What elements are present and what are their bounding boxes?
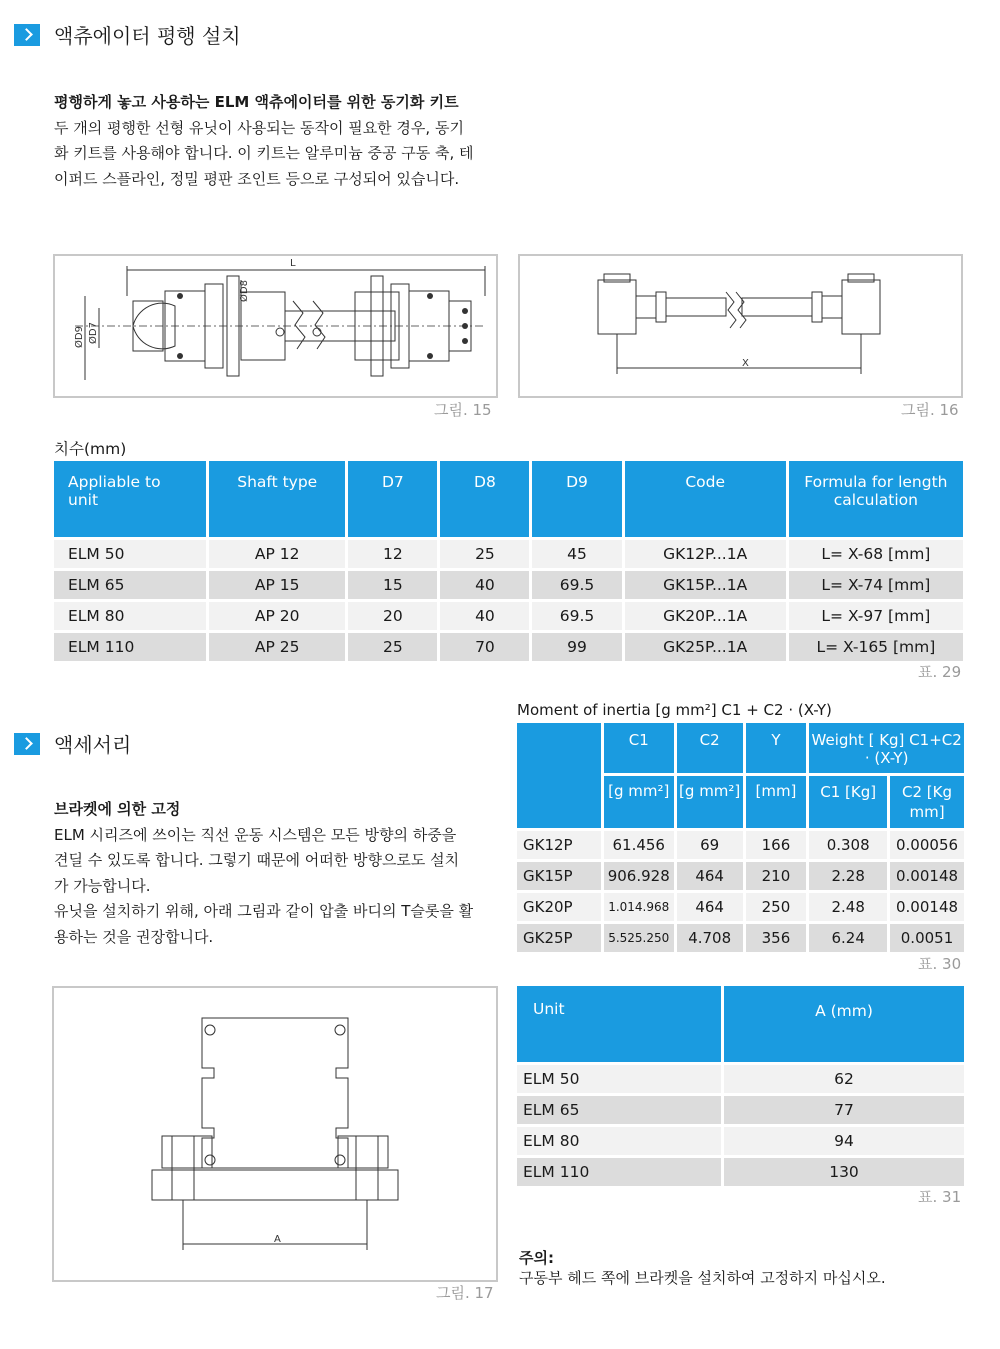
cell: 356 — [746, 924, 807, 952]
cell: 15 — [348, 571, 437, 599]
cell: 40 — [440, 602, 529, 630]
header-y: Y — [746, 723, 807, 773]
unit-y: [mm] — [746, 776, 807, 828]
label-A: A — [274, 1234, 281, 1245]
header-c1: C1 — [604, 723, 674, 773]
cell: ELM 110 — [54, 633, 206, 661]
cell: ELM 50 — [54, 540, 206, 568]
header-d7: D7 — [348, 461, 437, 537]
cell: 2.48 — [809, 893, 887, 921]
table-row — [517, 893, 964, 921]
bracket-drawing — [54, 988, 496, 1280]
cell: 1.014.968 — [604, 893, 674, 921]
cell: AP 25 — [209, 633, 345, 661]
inertia-title: Moment of inertia [g mm²] C1 + C2 · (X-Y) — [517, 701, 832, 719]
table-30-caption: 표. 30 — [918, 955, 962, 973]
bracket-line: ELM 시리즈에 쓰이는 직선 운동 시스템은 모든 방향의 하중을 — [54, 825, 457, 844]
section-title: 액세서리 — [54, 733, 132, 757]
label-L: L — [290, 258, 296, 269]
table-header-row — [54, 461, 963, 537]
header-a: A (mm) — [724, 986, 964, 1062]
table-row — [517, 1096, 964, 1124]
cell: 40 — [440, 571, 529, 599]
table-row — [54, 571, 963, 599]
cell: ELM 50 — [517, 1065, 721, 1093]
table-row — [517, 1127, 964, 1155]
header-weight: Weight [ Kg] C1+C2 · (X-Y) — [809, 723, 964, 773]
coupling-drawing — [55, 256, 496, 396]
bracket-line: 용하는 것을 권장합니다. — [54, 927, 214, 946]
table-29-caption: 표. 29 — [918, 663, 962, 681]
cell: 6.24 — [809, 924, 887, 952]
figure-16-caption: 그림. 16 — [901, 401, 959, 419]
figure-16 — [518, 254, 963, 398]
cell: 70 — [440, 633, 529, 661]
table-row — [517, 1158, 964, 1186]
table-row — [54, 540, 963, 568]
header-code: Code — [625, 461, 786, 537]
chevron-right-icon — [14, 733, 40, 755]
intro-line: 화 키트를 사용해야 합니다. 이 키트는 알루미늄 중공 구동 축, 테 — [54, 144, 474, 162]
cell: 906.928 — [604, 862, 674, 890]
table-row — [54, 602, 963, 630]
section-header-accessories — [14, 729, 131, 758]
cell: 464 — [677, 893, 743, 921]
cell: GK15P — [517, 862, 601, 890]
note-title: 주의: — [519, 1249, 554, 1267]
cell: 61.456 — [604, 831, 674, 859]
inertia-table — [514, 720, 967, 955]
cell: GK15P...1A — [625, 571, 786, 599]
table-row — [517, 1065, 964, 1093]
header-appliable: Appliable to unit — [54, 461, 206, 537]
cell: 0.0051 — [890, 924, 964, 952]
cell: GK12P...1A — [625, 540, 786, 568]
cell: 25 — [348, 633, 437, 661]
cell: 0.308 — [809, 831, 887, 859]
section-title: 액츄에이터 평행 설치 — [54, 24, 241, 48]
cell: 69.5 — [532, 602, 621, 630]
figure-15-caption: 그림. 15 — [434, 401, 492, 419]
intro-line: 이퍼드 스플라인, 정밀 평판 조인트 등으로 구성되어 있습니다. — [54, 169, 460, 188]
unit-c1: [g mm²] — [604, 776, 674, 828]
dimensions-table — [51, 458, 966, 664]
note-text: 구동부 헤드 쪽에 브라켓을 설치하여 고정하지 마십시오. — [519, 1269, 886, 1287]
table-row — [517, 862, 964, 890]
section-header-parallel — [14, 20, 241, 49]
cell: AP 15 — [209, 571, 345, 599]
figure-15 — [53, 254, 498, 398]
cell: 25 — [440, 540, 529, 568]
dimensions-label: 치수(mm) — [54, 440, 127, 458]
cell: 166 — [746, 831, 807, 859]
cell: L= X-165 [mm] — [789, 633, 963, 661]
table-row — [517, 924, 964, 952]
table-header-row — [517, 986, 964, 1062]
cell: 99 — [532, 633, 621, 661]
intro-paragraph — [54, 90, 504, 192]
bracket-line: 견딜 수 있도록 합니다. 그렇기 때문에 어떠한 방향으로도 설치 — [54, 851, 460, 869]
header-blank — [517, 723, 601, 828]
parallel-units-drawing — [520, 256, 961, 396]
cell: ELM 110 — [517, 1158, 721, 1186]
cell: 69 — [677, 831, 743, 859]
label-X: X — [742, 358, 749, 369]
label-D9: ØD9 — [74, 326, 85, 348]
unit-a-table — [514, 983, 967, 1189]
header-formula: Formula for length calculation — [789, 461, 963, 537]
table-row — [517, 831, 964, 859]
cell: 45 — [532, 540, 621, 568]
label-D8: ØD8 — [239, 280, 250, 302]
header-d8: D8 — [440, 461, 529, 537]
cell: GK25P — [517, 924, 601, 952]
header-unit: Unit — [517, 986, 721, 1062]
figure-17 — [52, 986, 498, 1282]
cell: ELM 80 — [517, 1127, 721, 1155]
cell: 69.5 — [532, 571, 621, 599]
unit-weight-c1: C1 [Kg] — [809, 776, 887, 828]
cell: AP 20 — [209, 602, 345, 630]
cell: 77 — [724, 1096, 964, 1124]
intro-subtitle: 평행하게 놓고 사용하는 ELM 액츄에이터를 위한 동기화 키트 — [54, 93, 459, 111]
unit-c2: [g mm²] — [677, 776, 743, 828]
bracket-line: 가 가능합니다. — [54, 876, 151, 895]
cell: ELM 65 — [517, 1096, 721, 1124]
cell: GK25P...1A — [625, 633, 786, 661]
cell: GK12P — [517, 831, 601, 859]
cell: L= X-74 [mm] — [789, 571, 963, 599]
unit-weight-c2: C2 [Kg mm] — [890, 776, 964, 828]
header-shaft-type: Shaft type — [209, 461, 345, 537]
cell: ELM 65 — [54, 571, 206, 599]
cell: 62 — [724, 1065, 964, 1093]
cell: 4.708 — [677, 924, 743, 952]
bracket-paragraph — [54, 797, 504, 950]
intro-line: 두 개의 평행한 선형 유닛이 사용되는 동작이 필요한 경우, 동기 — [54, 118, 464, 137]
cell: 210 — [746, 862, 807, 890]
cell: AP 12 — [209, 540, 345, 568]
cell: 5.525.250 — [604, 924, 674, 952]
cell: GK20P — [517, 893, 601, 921]
label-D7: ØD7 — [88, 322, 99, 344]
table-31-caption: 표. 31 — [918, 1188, 962, 1206]
cell: 20 — [348, 602, 437, 630]
bracket-subtitle: 브라켓에 의한 고정 — [54, 800, 181, 818]
cell: L= X-68 [mm] — [789, 540, 963, 568]
cell: 464 — [677, 862, 743, 890]
cell: 94 — [724, 1127, 964, 1155]
cell: ELM 80 — [54, 602, 206, 630]
table-row — [54, 633, 963, 661]
cell: 0.00056 — [890, 831, 964, 859]
cell: L= X-97 [mm] — [789, 602, 963, 630]
cell: 0.00148 — [890, 862, 964, 890]
cell: 12 — [348, 540, 437, 568]
chevron-right-icon — [14, 24, 40, 46]
cell: 130 — [724, 1158, 964, 1186]
cell: 250 — [746, 893, 807, 921]
cell: GK20P...1A — [625, 602, 786, 630]
cell: 0.00148 — [890, 893, 964, 921]
cell: 2.28 — [809, 862, 887, 890]
table-header-row — [517, 723, 964, 773]
header-c2: C2 — [677, 723, 743, 773]
figure-17-caption: 그림. 17 — [436, 1284, 494, 1302]
bracket-line: 유닛을 설치하기 위해, 아래 그림과 같이 압출 바디의 T슬롯을 활 — [54, 902, 474, 920]
header-d9: D9 — [532, 461, 621, 537]
